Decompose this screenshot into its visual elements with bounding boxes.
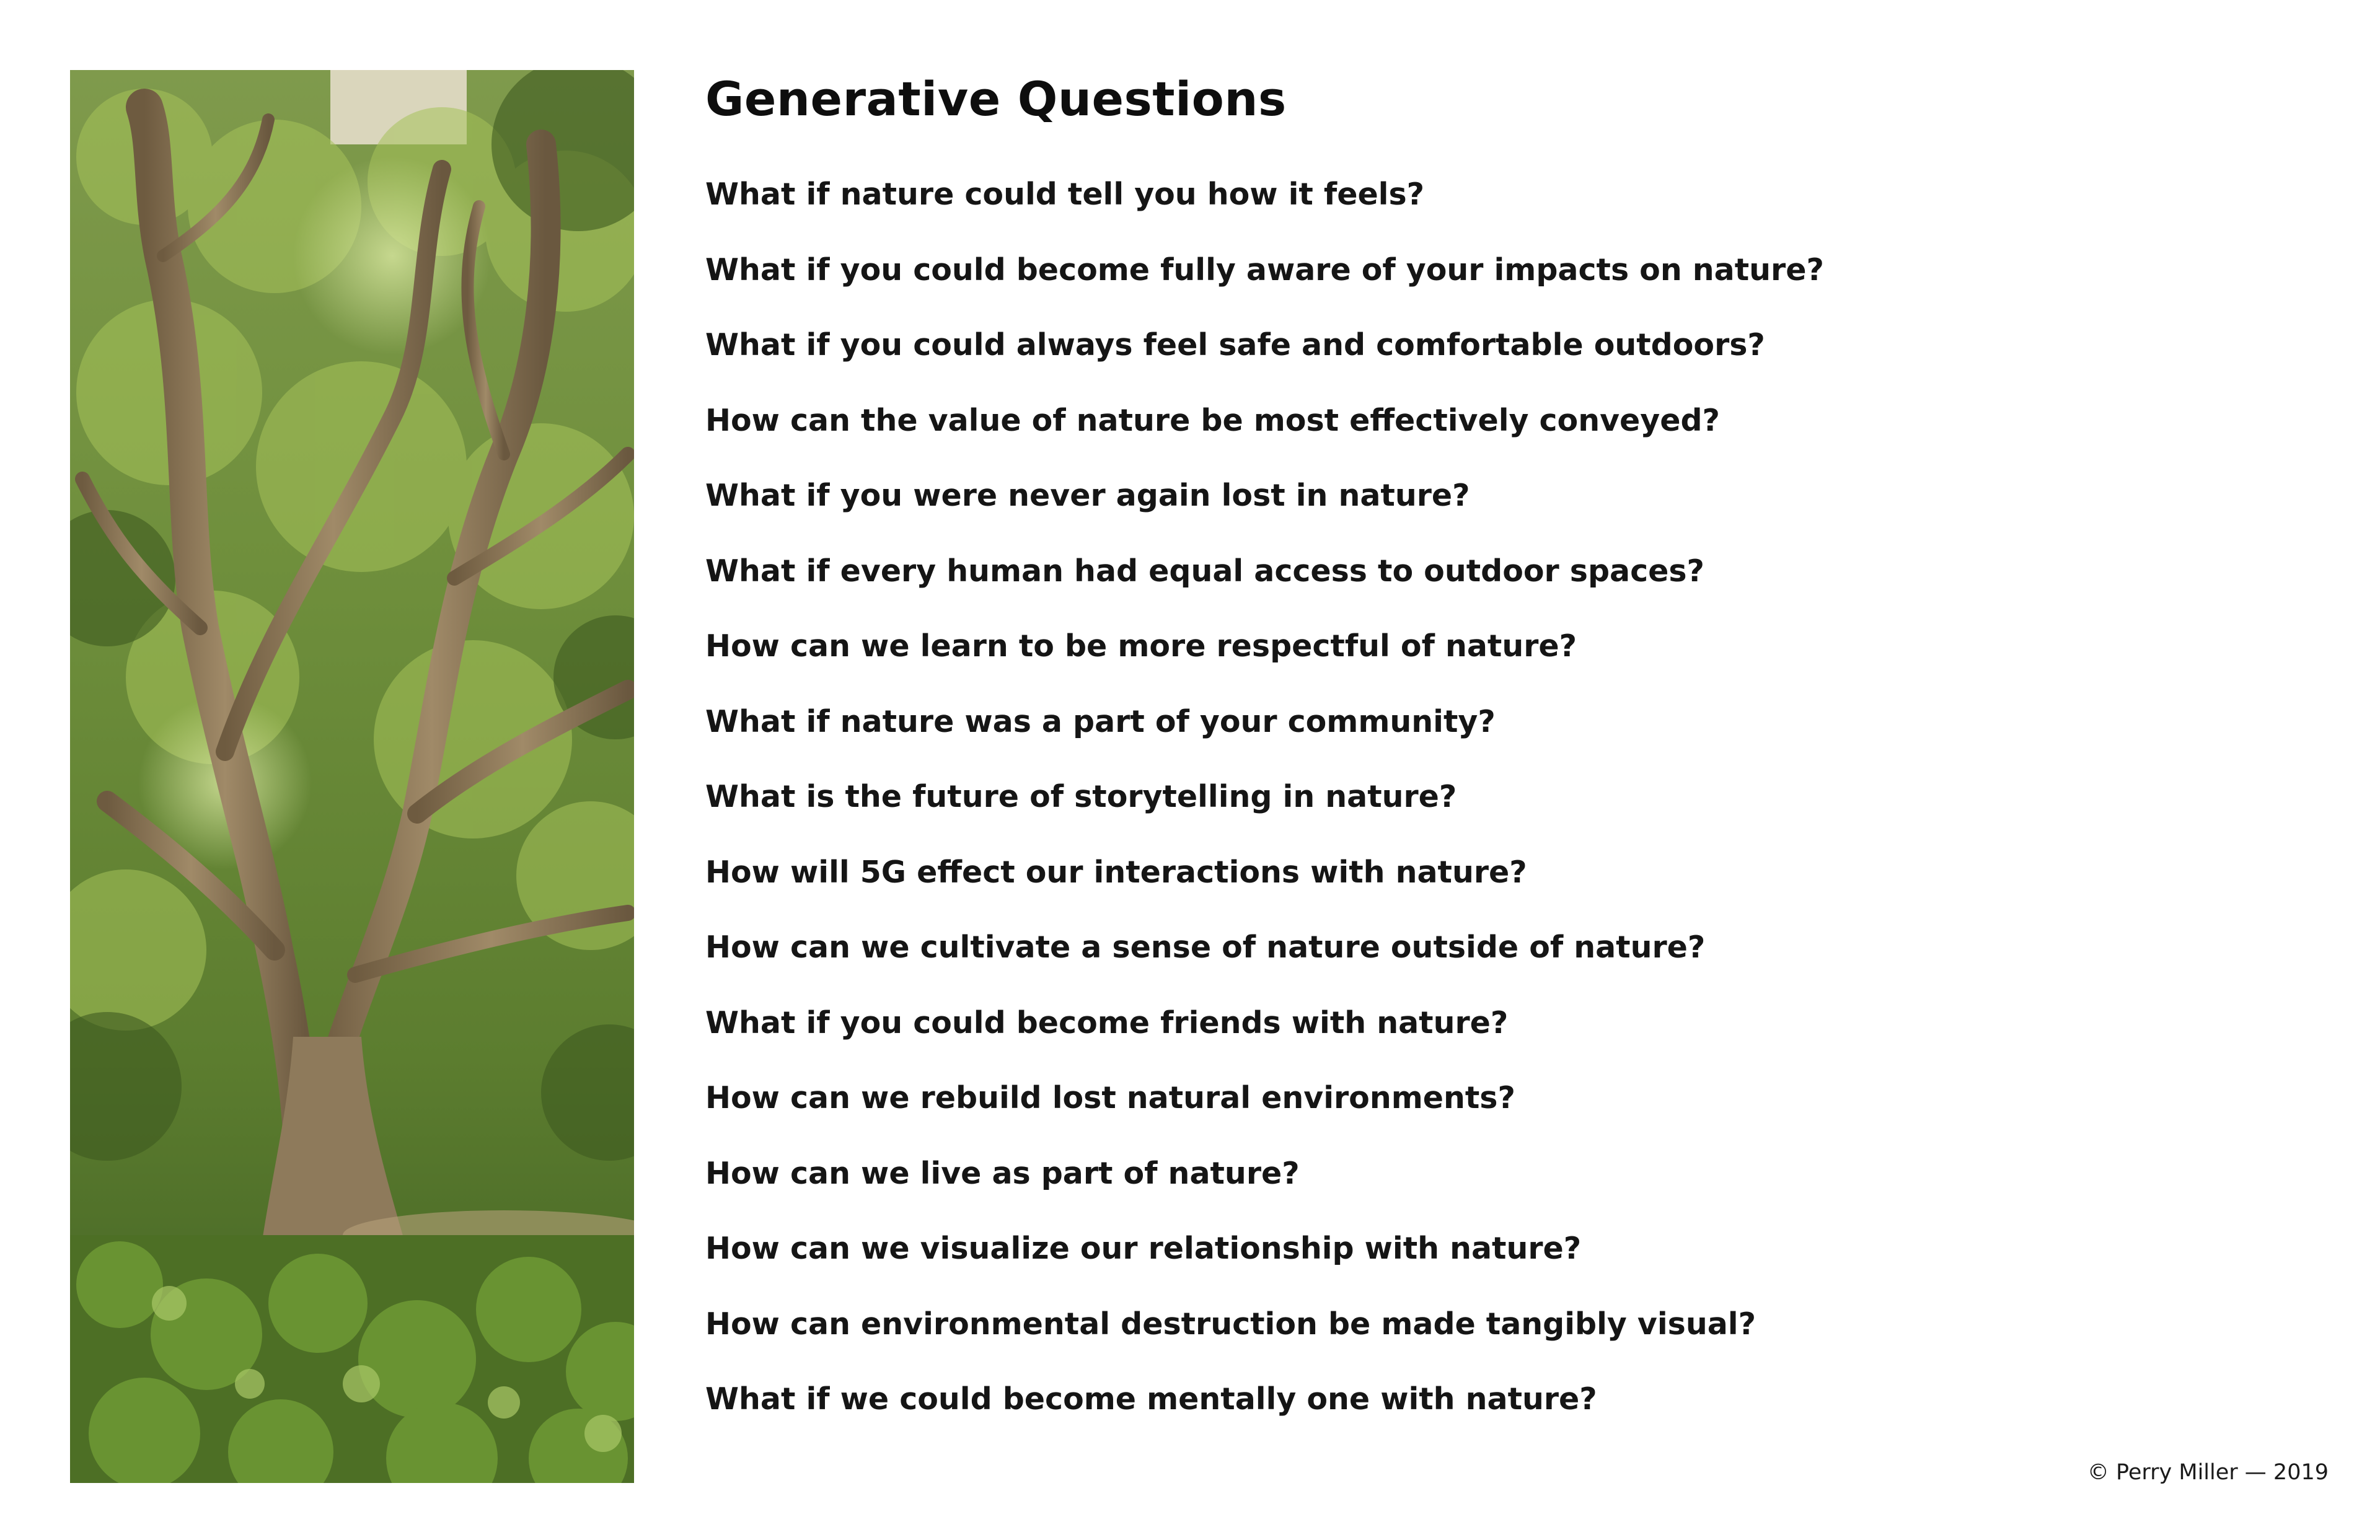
page-title: Generative Questions [705,71,1287,126]
question-item: How can we cultivate a sense of nature outside of nature? [705,930,1706,965]
question-item: How can we live as part of nature? [705,1155,1300,1191]
question-item: What if you could become friends with nature? [705,1005,1509,1041]
copyright-credit: © Perry Miller — 2019 [2087,1460,2329,1485]
question-item: How can environmental destruction be made tangibly visual? [705,1306,1756,1342]
question-item: What if nature was a part of your community? [705,703,1496,739]
question-item: What if we could become mentally one with nature? [705,1381,1597,1417]
question-item: How can we learn to be more respectful of nature? [705,628,1577,664]
question-item: How can we rebuild lost natural environments? [705,1080,1515,1115]
question-item: What if you could become fully aware of your impacts on nature? [705,252,1824,288]
question-item: What if every human had equal access to outdoor spaces? [705,553,1704,589]
tree-illustration [70,70,634,1483]
question-item: What if you could always feel safe and comfortable outdoors? [705,327,1765,363]
question-item: How will 5G effect our interactions with nature? [705,854,1527,890]
question-item: What if nature could tell you how it feels? [705,177,1425,212]
question-item: What is the future of storytelling in nature? [705,779,1457,814]
question-item: How can the value of nature be most effectively conveyed? [705,402,1720,438]
question-item: How can we visualize our relationship with nature? [705,1231,1582,1266]
question-item: What if you were never again lost in nature? [705,478,1470,513]
tree-photo [70,70,634,1483]
questions-list [705,176,1824,1456]
